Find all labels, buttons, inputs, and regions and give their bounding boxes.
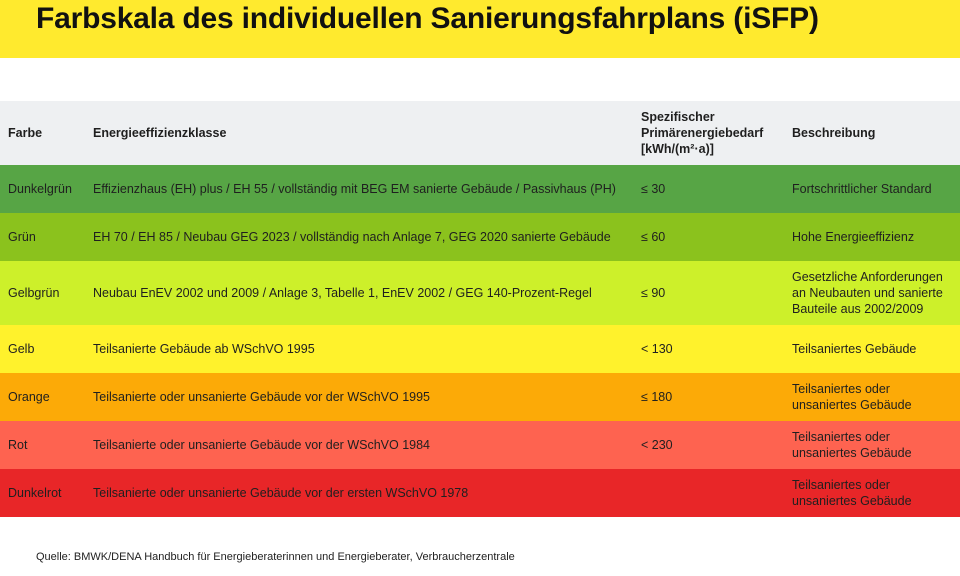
- cell-farbe: Rot: [8, 438, 28, 452]
- isfp-color-table: [0, 101, 960, 517]
- page-title: Farbskala des individuellen Sanierungsfahrplans (iSFP): [36, 2, 819, 35]
- table-row: [0, 373, 960, 421]
- table-row: [0, 165, 960, 213]
- cell-bedarf: ≤ 60: [641, 230, 666, 244]
- cell-beschreibung: Teilsaniertes oder unsaniertes Gebäude: [792, 478, 912, 508]
- cell-bedarf: < 130: [641, 342, 673, 356]
- cell-farbe: Dunkelgrün: [8, 182, 72, 196]
- table-row: [0, 261, 960, 325]
- cell-bedarf: [641, 469, 781, 517]
- table-row: [0, 421, 960, 469]
- cell-bedarf: ≤ 180: [641, 390, 673, 404]
- cell-klasse: EH 70 / EH 85 / Neubau GEG 2023 / vollständig nach Anlage 7, GEG 2020 sanierte Gebäude: [93, 230, 611, 244]
- header-primaerenergiebedarf: Spezifischer Primärenergiebedarf [kWh/(m²·a)]: [641, 110, 764, 156]
- header-energieeffizienzklasse: Energieeffizienzklasse: [93, 126, 227, 140]
- table-row: [0, 325, 960, 373]
- cell-farbe: Grün: [8, 230, 36, 244]
- cell-beschreibung: Hohe Energieeffizienz: [792, 230, 915, 244]
- cell-klasse: Neubau EnEV 2002 und 2009 / Anlage 3, Tabelle 1, EnEV 2002 / GEG 140-Prozent-Regel: [93, 286, 592, 300]
- cell-klasse: Teilsanierte oder unsanierte Gebäude vor der WSchVO 1995: [93, 390, 430, 404]
- table-row: [0, 213, 960, 261]
- cell-klasse: Teilsanierte oder unsanierte Gebäude vor der ersten WSchVO 1978: [93, 486, 469, 500]
- cell-beschreibung: Teilsaniertes oder unsaniertes Gebäude: [792, 382, 912, 412]
- table-header-row: [0, 101, 960, 165]
- cell-beschreibung: Fortschrittlicher Standard: [792, 182, 932, 196]
- cell-farbe: Orange: [8, 390, 50, 404]
- cell-bedarf: ≤ 90: [641, 286, 666, 300]
- cell-beschreibung: Teilsaniertes oder unsaniertes Gebäude: [792, 430, 912, 460]
- header-farbe: Farbe: [8, 126, 43, 140]
- header-beschreibung: Beschreibung: [792, 126, 876, 140]
- cell-beschreibung: Teilsaniertes Gebäude: [792, 342, 917, 356]
- cell-klasse: Teilsanierte Gebäude ab WSchVO 1995: [93, 342, 315, 356]
- cell-klasse: Effizienzhaus (EH) plus / EH 55 / vollständig mit BEG EM sanierte Gebäude / Passivhaus (PH): [93, 182, 616, 196]
- title-bar: [0, 0, 960, 58]
- cell-farbe: Dunkelrot: [8, 486, 62, 500]
- cell-farbe: Gelb: [8, 342, 35, 356]
- cell-klasse: Teilsanierte oder unsanierte Gebäude vor der WSchVO 1984: [93, 438, 430, 452]
- source-note: Quelle: BMWK/DENA Handbuch für Energieberaterinnen und Energieberater, Verbraucherzentrale: [36, 551, 515, 563]
- cell-bedarf: ≤ 30: [641, 182, 666, 196]
- cell-farbe: Gelbgrün: [8, 286, 60, 300]
- cell-beschreibung: Gesetzliche Anforderungen an Neubauten und sanierte Bauteile aus 2002/2009: [792, 270, 943, 316]
- cell-bedarf: < 230: [641, 438, 673, 452]
- table-row: [0, 469, 960, 517]
